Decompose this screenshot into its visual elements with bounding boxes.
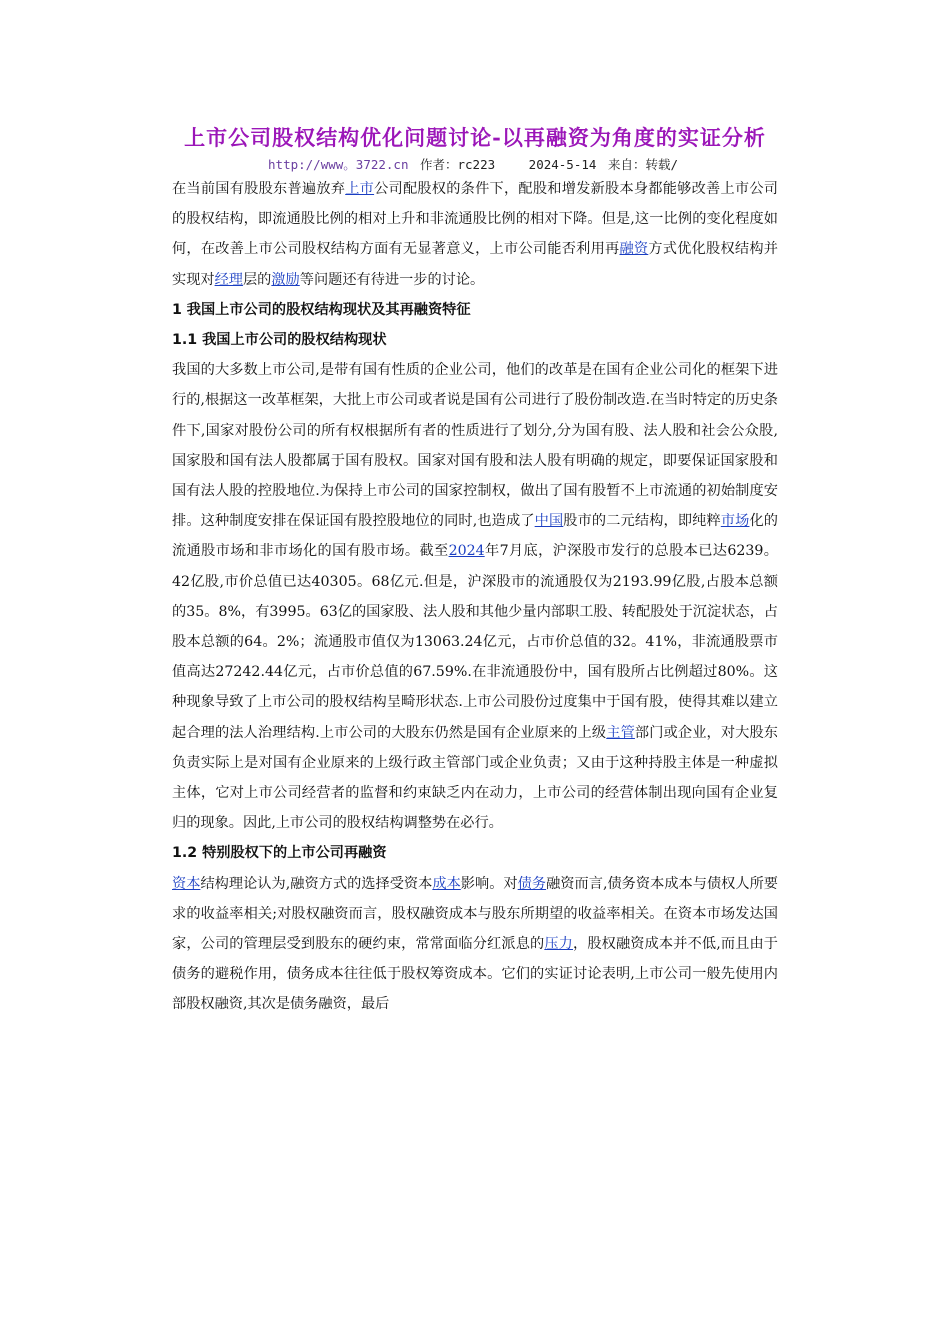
paragraph-intro (172, 174, 778, 295)
paragraph-structure (172, 355, 778, 838)
link-china[interactable]: 中国 (534, 513, 564, 530)
link-capital[interactable]: 资本 (172, 875, 201, 892)
author: 作者：rc223 (420, 157, 496, 172)
link-cost[interactable]: 成本 (432, 875, 461, 892)
paragraph-refinancing (172, 869, 778, 1020)
section-heading-1-2: 1.2 特别股权下的上市公司再融资 (172, 845, 387, 862)
link-year[interactable]: 2024 (448, 543, 485, 560)
source-url[interactable]: http://www。3722.cn (268, 157, 409, 172)
text-run: 化的流通股市场和非市场化的国有股市场。截至 (172, 513, 778, 560)
text-run: 影响。对 (460, 875, 518, 892)
text-run: 融资而言,债务资本成本与债权人所要求的收益率相关;对股权融资而言，股权融资成本与股东所期望的收益率相关。在资本市场发达国家，公司的管理层受到股东的硬约束，常常面临分红派息的 (172, 875, 778, 953)
text-run: 我国的大多数上市公司,是带有国有性质的企业公司，他们的改革是在国有企业公司化的框架下进行的,根据这一改革框架，大批上市公司或者说是国有公司进行了股份制改造.在当时特定的历史条件下,国家对股份公司的所有权根据所有者的性质进行了划分,分为国有股、法人股和社会公众股,国家股和国有法人股都属于国有股权。国家对国有股和法人股有明确的规定，即要保证国家股和国有法人股的控股地位.为保持上市公司的国家控制权，做出了国有股暂不上市流通的初始制度安排。这种制度安排在保证国有股控股地位的同时,也造成了 (172, 362, 778, 530)
text-run: 股市的二元结构，即纯粹 (563, 513, 721, 530)
text-run: 等问题还有待进一步的讨论。 (299, 271, 485, 288)
link-pressure[interactable]: 压力 (544, 936, 573, 953)
text-run: 年7月底，沪深股市发行的总股本已达6239。42亿股,市价总值已达40305。68亿元.但是，沪深股市的流通股仅为2193.99亿股,占股本总额的35。8%，有3995。63亿的国家股、法人股和其他少量内部职工股、转配股处于沉淀状态，占股本总额的64。2%；流通股市值仅为13063.24亿元，占市价总值的32。41%，非流通股票市值高达27242.44亿元，占市价总值的67.59%.在非流通股份中，国有股所占比例超过80%。这种现象导致了上市公司的股权结构呈畸形状态.上市公司股份过度集中于国有股，使得其难以建立起合理的法人治理结构.上市公司的大股东仍然是国有企业原来的上级 (172, 543, 778, 741)
link-supervisor[interactable]: 主管 (606, 724, 635, 741)
publish-date: 2024-5-14 (528, 157, 597, 172)
link-incentive[interactable]: 激励 (271, 271, 300, 288)
article-title: 上市公司股权结构优化问题讨论-以再融资为角度的实证分析 (184, 125, 766, 150)
text-run: 公司配股权的条件下，配股和增发新股本身都能够改善上市公司的股权结构，即流通股比例的相对上升和非流通股比例的相对下降。但是,这一比例的变化程度如何，在改善上市公司股权结构方面有无显著意义，上市公司能否利用再 (172, 181, 778, 258)
text-run: 层的 (242, 271, 272, 288)
link-market[interactable]: 市场 (720, 513, 750, 530)
text-run: 方式优化股权结构并实现对 (172, 241, 778, 288)
text-run: 结构理论认为,融资方式的选择受资本 (200, 875, 433, 892)
article-meta (172, 156, 778, 174)
section-heading-1: 1 我国上市公司的股权结构现状及其再融资特征 (172, 301, 471, 318)
source-label: 来自：转载/ (607, 157, 678, 172)
link-financing[interactable]: 融资 (619, 241, 649, 258)
text-run: 在当前国有股股东普遍放弃 (172, 181, 346, 197)
section-heading-1-1: 1.1 我国上市公司的股权结构现状 (172, 332, 387, 349)
article (172, 122, 778, 1020)
link-manager[interactable]: 经理 (214, 271, 243, 288)
text-run: ，股权融资成本并不低,而且由于债务的避税作用，债务成本往往低于股权筹资成本。它们的实证讨论表明,上市公司一般先使用内部股权融资,其次是债务融资，最后 (172, 936, 778, 1013)
link-debt[interactable]: 债务 (517, 875, 547, 892)
text-run: 部门或企业，对大股东负责实际上是对国有企业原来的上级行政主管部门或企业负责；又由于这种持股主体是一种虚拟主体，它对上市公司经营者的监督和约束缺乏内在动力，上市公司的经营体制出现向国有企业复归的现象。因此,上市公司的股权结构调整势在必行。 (172, 724, 778, 832)
link-listed[interactable]: 上市 (345, 181, 375, 197)
